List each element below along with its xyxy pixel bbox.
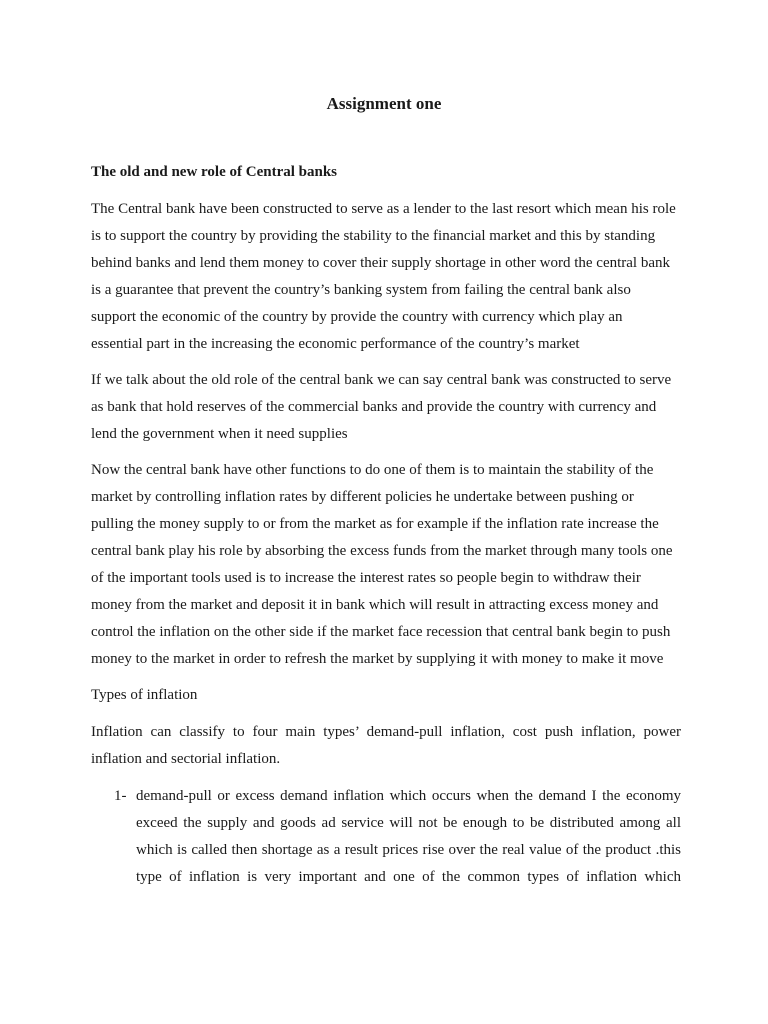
text-line: Now the central bank have other functions to do one of them is to maintain the stability of the (91, 462, 654, 478)
text-line: If we talk about the old role of the central bank we can say central bank was constructed to serve (91, 372, 672, 388)
text-line: is to support the country by providing the stability to the financial market and this by standing (91, 228, 656, 244)
text-line: pulling the money supply to or from the market as for example if the inflation rate increase the (91, 516, 659, 532)
text-line: as bank that hold reserves of the commercial banks and provide the country with currency and (91, 399, 657, 415)
document-title: Assignment one (326, 94, 442, 113)
text-line: money to the market in order to refresh the market by supplying it with money to make it move (91, 651, 664, 667)
text-line: demand-pull or excess demand inflation which occurs when the demand I the economy (136, 788, 681, 804)
text-line: is a guarantee that prevent the country’s banking system from failing the central bank also (91, 282, 631, 298)
text-line: support the economic of the country by provide the country with currency which play an (91, 309, 623, 325)
text-line: of the important tools used is to increase the interest rates so people begin to withdraw their (91, 570, 641, 586)
text-line: exceed the supply and goods ad service will not be enough to be distributed among all (136, 815, 681, 831)
text-line: essential part in the increasing the economic performance of the country’s market (91, 336, 580, 352)
text-line: type of inflation is very important and one of the common types of inflation which (136, 869, 681, 885)
list-item-number: 1- (114, 788, 127, 804)
paragraph-central-bank-role (91, 196, 681, 358)
paragraph-old-role (91, 367, 681, 448)
paragraph-inflation-types (91, 719, 681, 773)
text-line: money from the market and deposit it in bank which will result in attracting excess money and (91, 597, 659, 613)
section-heading: The old and new role of Central banks (91, 164, 338, 180)
text-line: inflation and sectorial inflation. (91, 751, 281, 767)
subheading-text: Types of inflation (91, 687, 198, 703)
text-line: lend the government when it need supplies (91, 426, 348, 442)
text-line: The Central bank have been constructed to serve as a lender to the last resort which mean his role (91, 201, 676, 217)
text-line: which is called then shortage as a result prices rise over the real value of the product .this (136, 842, 681, 858)
text-line: market by controlling inflation rates by different policies he undertake between pushing or (91, 489, 634, 505)
list-item-body (136, 783, 681, 891)
paragraph-new-functions (91, 457, 681, 673)
text-line: behind banks and lend them money to cover their supply shortage in other word the central bank (91, 255, 671, 271)
text-line: control the inflation on the other side if the market face recession that central bank begin to push (91, 624, 671, 640)
subheading-types-of-inflation (91, 682, 681, 709)
text-line: central bank play his role by absorbing the excess funds from the market through many tools one (91, 543, 673, 559)
text-line: Inflation can classify to four main types’ demand-pull inflation, cost push inflation, power (91, 724, 681, 740)
